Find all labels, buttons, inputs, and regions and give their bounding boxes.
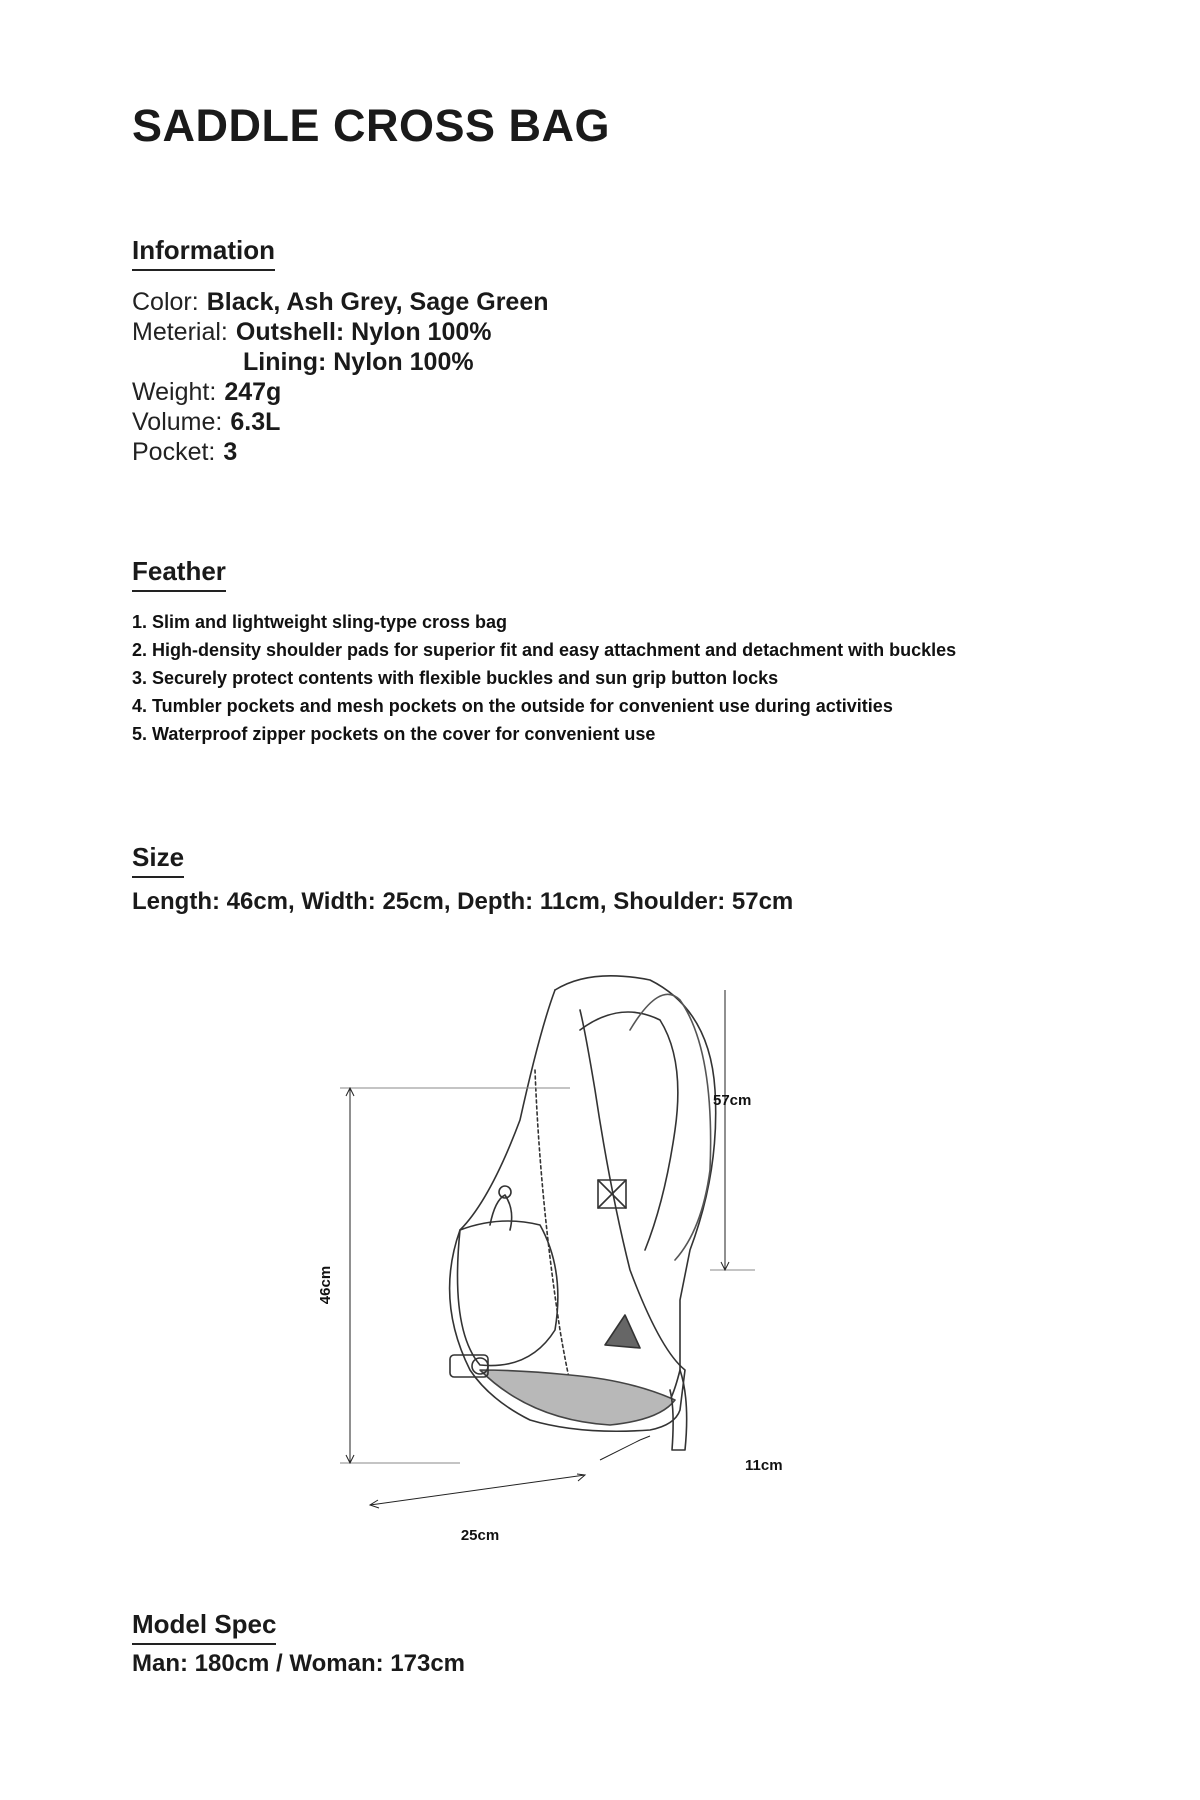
feather-list (132, 608, 956, 748)
material-label: Meterial: (132, 318, 228, 346)
color-value: Black, Ash Grey, Sage Green (206, 288, 549, 316)
depth-dimension-label: 11cm (745, 1457, 783, 1474)
length-dimension-label: 46cm (317, 1265, 334, 1305)
width-dimension-label: 25cm (460, 1527, 500, 1544)
weight-label: Weight: (132, 378, 217, 406)
bottom-mesh (480, 1370, 675, 1425)
material-lining-value: Lining: Nylon 100% (243, 348, 474, 376)
feather-item: 4. Tumbler pockets and mesh pockets on the outside for convenient use during activities (132, 696, 893, 716)
drawstring-pocket (458, 1221, 558, 1366)
feather-heading: Feather (132, 557, 226, 592)
information-heading: Information (132, 236, 275, 271)
weight-row (132, 377, 549, 407)
pocket-value: 3 (223, 438, 238, 466)
pocket-row (132, 437, 549, 467)
color-label: Color: (132, 288, 199, 316)
size-heading: Size (132, 843, 184, 878)
model-spec-value: Man: 180cm / Woman: 173cm (132, 1650, 466, 1677)
material-row (132, 317, 549, 347)
model-spec-heading: Model Spec (132, 1610, 276, 1645)
volume-row (132, 407, 549, 437)
shoulder-dimension-label: 57cm (713, 1092, 752, 1109)
feather-item: 5. Waterproof zipper pockets on the cover for convenient use (132, 724, 656, 744)
weight-value: 247g (224, 378, 282, 406)
material-lining-row (132, 347, 549, 377)
feather-item: 2. High-density shoulder pads for superior fit and easy attachment and detachment with buckles (132, 640, 957, 660)
bag-line-drawing (317, 970, 850, 1560)
logo-triangle (605, 1315, 640, 1348)
pocket-label: Pocket: (132, 438, 216, 466)
volume-value: 6.3L (230, 408, 281, 436)
size-summary: Length: 46cm, Width: 25cm, Depth: 11cm, Shoulder: 57cm (132, 888, 794, 915)
back-strap (630, 994, 711, 1260)
feather-item: 1. Slim and lightweight sling-type cross bag (132, 612, 508, 632)
product-title: SADDLE CROSS BAG (132, 100, 611, 151)
material-outshell-value: Outshell: Nylon 100% (235, 318, 492, 346)
feather-item: 3. Securely protect contents with flexible buckles and sun grip button locks (132, 668, 779, 688)
color-row (132, 287, 549, 317)
information-block (132, 287, 549, 467)
volume-label: Volume: (132, 408, 223, 436)
bag-size-diagram (317, 970, 850, 1560)
